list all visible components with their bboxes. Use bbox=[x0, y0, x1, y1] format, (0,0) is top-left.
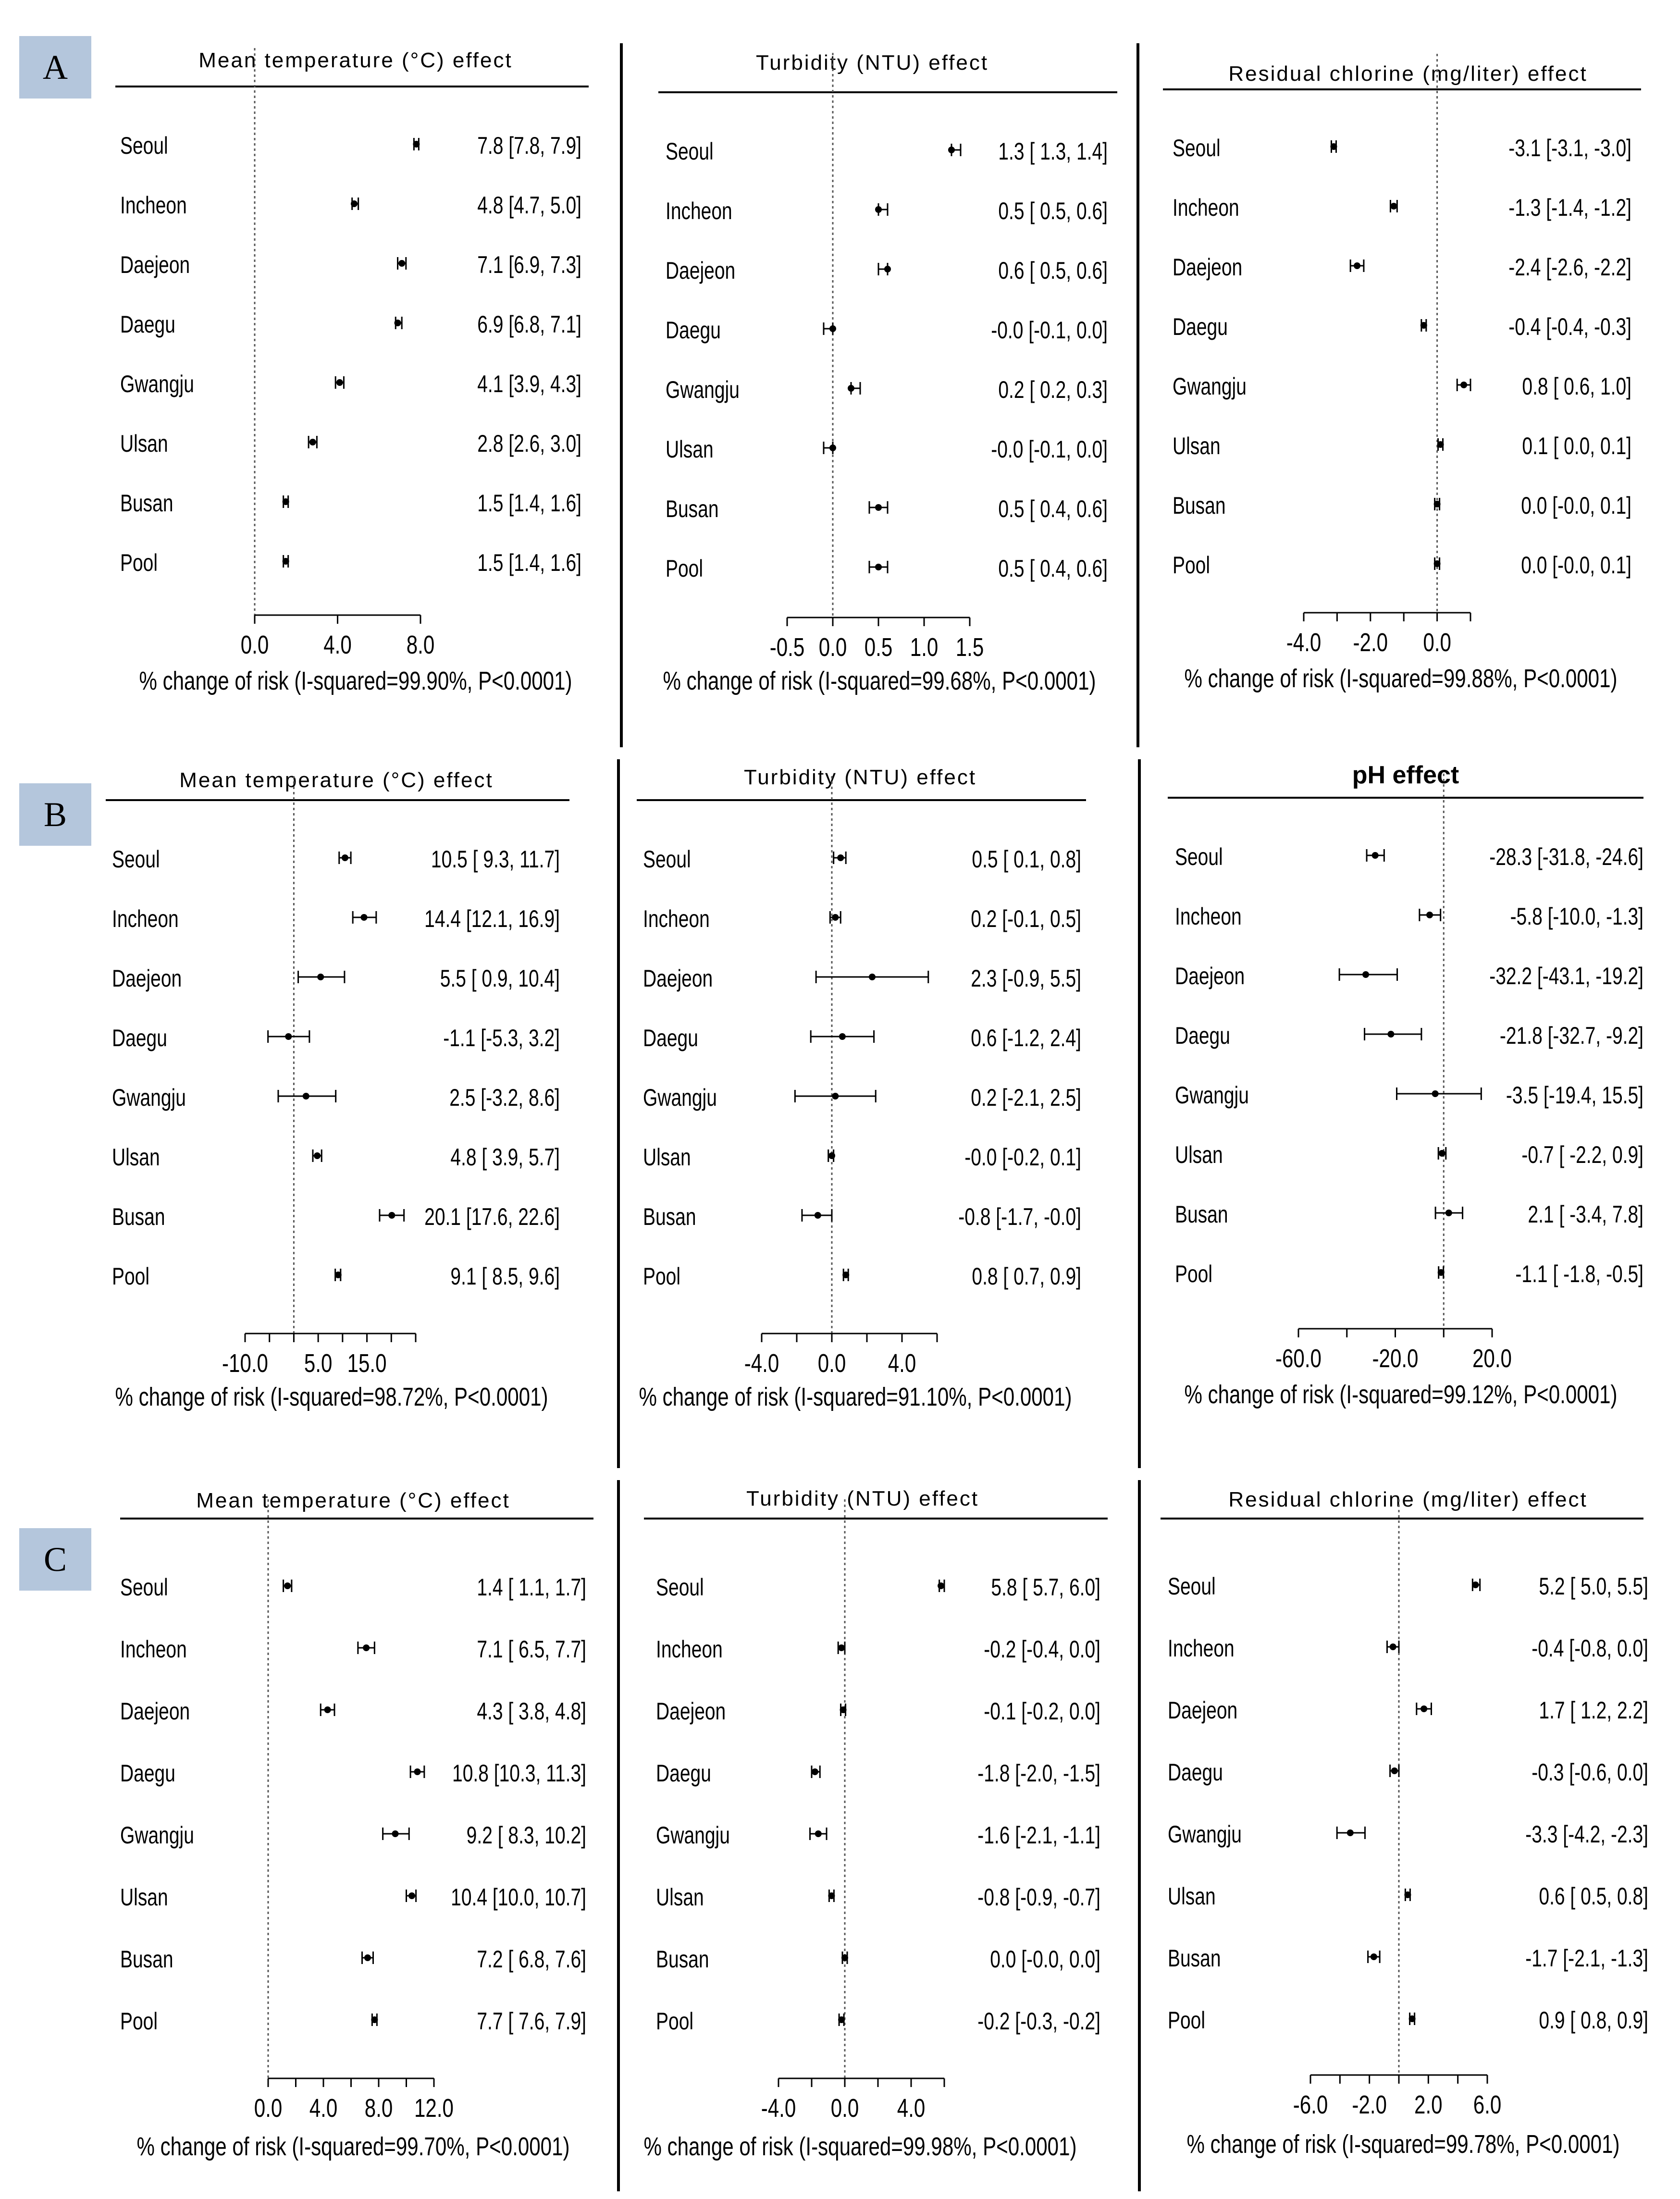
city-label: Busan bbox=[1172, 492, 1226, 519]
estimate-label: -0.0 [-0.1, 0.0] bbox=[991, 316, 1108, 344]
estimate-label: 2.8 [2.6, 3.0] bbox=[477, 430, 581, 457]
estimate-label: 0.2 [ 0.2, 0.3] bbox=[998, 376, 1108, 404]
estimate-label: 1.5 [1.4, 1.6] bbox=[477, 549, 581, 577]
city-label: Daegu bbox=[1167, 1758, 1223, 1786]
city-label: Gwangju bbox=[1174, 1081, 1249, 1109]
forest-plot-c3 bbox=[1161, 1488, 1648, 2159]
x-tick-label: -20.0 bbox=[1372, 1344, 1419, 1373]
city-label: Ulsan bbox=[120, 430, 168, 457]
estimate-label: 0.8 [ 0.6, 1.0] bbox=[1522, 372, 1631, 400]
estimate-point bbox=[283, 558, 289, 565]
city-label: Daegu bbox=[666, 316, 721, 344]
estimate-point bbox=[829, 325, 836, 332]
estimate-point bbox=[875, 504, 882, 511]
estimate-label: 0.2 [-0.1, 0.5] bbox=[971, 905, 1081, 933]
estimate-point bbox=[837, 854, 844, 861]
estimate-label: 0.0 [-0.0, 0.1] bbox=[1521, 492, 1631, 519]
estimate-label: 10.4 [10.0, 10.7] bbox=[451, 1883, 586, 1911]
x-tick-label: -4.0 bbox=[1286, 628, 1322, 657]
city-label: Ulsan bbox=[666, 435, 714, 463]
estimate-point bbox=[840, 1706, 847, 1713]
forest-plot-c1 bbox=[120, 1489, 593, 2161]
estimate-label: 10.5 [ 9.3, 11.7] bbox=[431, 845, 560, 873]
forest-plot-a3 bbox=[1163, 54, 1641, 693]
estimate-label: -0.3 [-0.6, 0.0] bbox=[1532, 1758, 1648, 1786]
city-label: Ulsan bbox=[642, 1143, 691, 1171]
city-label: Incheon bbox=[1174, 902, 1242, 930]
estimate-label: 7.7 [ 7.6, 7.9] bbox=[477, 2007, 586, 2035]
estimate-point bbox=[832, 914, 839, 921]
city-label: Ulsan bbox=[1172, 432, 1221, 460]
x-axis-label: % change of risk (I-squared=99.88%, P<0.0001) bbox=[1184, 664, 1618, 693]
city-label: Daegu bbox=[120, 1759, 175, 1787]
estimate-label: -0.4 [-0.4, -0.3] bbox=[1508, 313, 1631, 341]
row-label-c: C bbox=[19, 1528, 91, 1591]
x-axis-label: % change of risk (I-squared=99.90%, P<0.0001) bbox=[139, 667, 572, 696]
estimate-point bbox=[1387, 1031, 1394, 1038]
city-label: Daejeon bbox=[120, 1697, 190, 1725]
estimate-label: 7.8 [7.8, 7.9] bbox=[477, 132, 581, 160]
estimate-point bbox=[392, 1830, 399, 1837]
estimate-point bbox=[948, 147, 955, 153]
city-label: Seoul bbox=[120, 1573, 168, 1601]
estimate-point bbox=[1439, 1150, 1445, 1157]
city-label: Gwangju bbox=[1172, 372, 1247, 400]
city-label: Busan bbox=[1167, 1944, 1221, 1972]
estimate-label: 0.5 [ 0.5, 0.6] bbox=[998, 197, 1108, 225]
estimate-point bbox=[828, 1152, 835, 1159]
forest-plot-b1 bbox=[106, 768, 569, 1411]
estimate-point bbox=[838, 1644, 845, 1651]
estimate-label: 1.7 [ 1.2, 2.2] bbox=[1539, 1696, 1648, 1724]
estimate-label: 9.2 [ 8.3, 10.2] bbox=[466, 1821, 586, 1849]
estimate-point bbox=[869, 974, 876, 980]
estimate-point bbox=[1362, 971, 1369, 978]
city-label: Daejeon bbox=[656, 1697, 726, 1725]
x-tick-label: 4.0 bbox=[888, 1349, 916, 1378]
estimate-label: -32.2 [-43.1, -19.2] bbox=[1489, 962, 1643, 990]
city-label: Incheon bbox=[120, 191, 187, 219]
x-tick-label: -0.5 bbox=[769, 633, 805, 662]
x-tick-label: -2.0 bbox=[1352, 2090, 1387, 2120]
city-label: Ulsan bbox=[1167, 1882, 1216, 1910]
estimate-label: 1.4 [ 1.1, 1.7] bbox=[477, 1573, 586, 1601]
estimate-point bbox=[1434, 501, 1441, 507]
x-tick-label: 4.0 bbox=[309, 2094, 338, 2123]
estimate-label: 10.8 [10.3, 11.3] bbox=[452, 1759, 586, 1787]
estimate-point bbox=[1390, 1643, 1396, 1650]
city-label: Busan bbox=[1174, 1200, 1228, 1228]
estimate-label: -21.8 [-32.7, -9.2] bbox=[1499, 1022, 1643, 1050]
estimate-point bbox=[839, 1033, 846, 1040]
x-tick-label: 5.0 bbox=[304, 1349, 333, 1378]
estimate-label: 0.2 [-2.1, 2.5] bbox=[971, 1084, 1081, 1112]
chart-title: Residual chlorine (mg/liter) effect bbox=[1228, 62, 1588, 86]
forest-plot-c2 bbox=[643, 1487, 1108, 2161]
x-tick-label: 12.0 bbox=[414, 2094, 454, 2123]
city-label: Daejeon bbox=[666, 257, 736, 284]
estimate-point bbox=[360, 914, 367, 921]
city-label: Daejeon bbox=[1174, 962, 1245, 990]
estimate-label: 20.1 [17.6, 22.6] bbox=[424, 1203, 560, 1231]
city-label: Seoul bbox=[1174, 843, 1223, 871]
estimate-label: 14.4 [12.1, 16.9] bbox=[424, 905, 560, 933]
estimate-label: 1.3 [ 1.3, 1.4] bbox=[998, 137, 1108, 165]
estimate-point bbox=[1432, 1090, 1439, 1097]
estimate-point bbox=[875, 564, 882, 570]
estimate-label: -2.4 [-2.6, -2.2] bbox=[1508, 253, 1631, 281]
city-label: Busan bbox=[666, 495, 719, 523]
estimate-label: -3.5 [-19.4, 15.5] bbox=[1506, 1081, 1643, 1109]
estimate-point bbox=[1421, 1705, 1427, 1712]
estimate-point bbox=[1426, 912, 1433, 918]
estimate-point bbox=[812, 1768, 818, 1775]
city-label: Gwangju bbox=[120, 370, 194, 398]
estimate-label: 0.6 [-1.2, 2.4] bbox=[971, 1024, 1081, 1052]
estimate-label: 2.3 [-0.9, 5.5] bbox=[971, 964, 1081, 992]
city-label: Gwangju bbox=[1167, 1820, 1242, 1848]
city-label: Gwangju bbox=[112, 1084, 186, 1112]
x-tick-label: 1.0 bbox=[910, 633, 939, 662]
estimate-label: 0.9 [ 0.8, 0.9] bbox=[1539, 2006, 1648, 2034]
forest-plot-a1 bbox=[115, 48, 589, 695]
estimate-point bbox=[1404, 1891, 1411, 1898]
estimate-label: 5.5 [ 0.9, 10.4] bbox=[440, 964, 560, 992]
city-label: Pool bbox=[656, 2007, 694, 2035]
estimate-label: -1.1 [ -1.8, -0.5] bbox=[1515, 1260, 1643, 1288]
estimate-point bbox=[815, 1830, 822, 1837]
x-tick-label: 8.0 bbox=[406, 630, 435, 660]
city-label: Seoul bbox=[1167, 1572, 1216, 1600]
estimate-point bbox=[408, 1892, 415, 1899]
estimate-label: 9.1 [ 8.5, 9.6] bbox=[450, 1262, 560, 1290]
estimate-point bbox=[1372, 852, 1379, 859]
estimate-point bbox=[283, 498, 289, 505]
city-label: Ulsan bbox=[656, 1883, 704, 1911]
city-label: Ulsan bbox=[1174, 1141, 1223, 1169]
city-label: Incheon bbox=[642, 905, 710, 933]
estimate-point bbox=[1354, 262, 1360, 269]
city-label: Busan bbox=[112, 1203, 165, 1231]
forest-plot-b3 bbox=[1168, 761, 1643, 1409]
estimate-label: 2.1 [ -3.4, 7.8] bbox=[1528, 1200, 1643, 1228]
estimate-label: 0.8 [ 0.7, 0.9] bbox=[972, 1262, 1081, 1290]
x-tick-label: 0.0 bbox=[818, 633, 847, 662]
estimate-label: 4.8 [4.7, 5.0] bbox=[477, 191, 581, 219]
estimate-point bbox=[342, 854, 348, 861]
row-label-b: B bbox=[19, 783, 91, 846]
estimate-point bbox=[848, 385, 854, 392]
estimate-label: -0.0 [-0.2, 0.1] bbox=[964, 1143, 1081, 1171]
chart-title: Mean temperature (°C) effect bbox=[198, 49, 513, 72]
x-tick-label: 1.5 bbox=[955, 633, 984, 662]
city-label: Seoul bbox=[1172, 134, 1221, 162]
city-label: Seoul bbox=[112, 845, 160, 873]
x-tick-label: 2.0 bbox=[1414, 2090, 1443, 2120]
forest-plot-b2 bbox=[637, 766, 1086, 1411]
estimate-label: 5.2 [ 5.0, 5.5] bbox=[1539, 1572, 1648, 1600]
city-label: Pool bbox=[1174, 1260, 1213, 1288]
city-label: Seoul bbox=[642, 845, 691, 873]
estimate-label: -1.7 [-2.1, -1.3] bbox=[1525, 1944, 1648, 1972]
estimate-point bbox=[832, 1093, 839, 1100]
estimate-point bbox=[938, 1582, 944, 1589]
city-label: Pool bbox=[1167, 2006, 1206, 2034]
city-label: Daegu bbox=[1174, 1022, 1230, 1050]
x-tick-label: -2.0 bbox=[1353, 628, 1388, 657]
estimate-point bbox=[371, 2016, 378, 2023]
city-label: Busan bbox=[120, 489, 173, 517]
estimate-point bbox=[815, 1212, 821, 1219]
estimate-label: 7.1 [ 6.5, 7.7] bbox=[477, 1635, 586, 1663]
city-label: Pool bbox=[120, 2007, 158, 2035]
estimate-point bbox=[1409, 2015, 1416, 2022]
city-label: Daegu bbox=[1172, 313, 1228, 341]
x-tick-label: -10.0 bbox=[222, 1349, 268, 1378]
estimate-point bbox=[335, 1272, 342, 1278]
x-tick-label: -6.0 bbox=[1293, 2090, 1328, 2120]
estimate-point bbox=[1437, 441, 1444, 448]
estimate-point bbox=[1472, 1581, 1479, 1588]
estimate-label: 0.1 [ 0.0, 0.1] bbox=[1522, 432, 1631, 460]
estimate-point bbox=[395, 320, 401, 326]
estimate-point bbox=[351, 200, 358, 207]
city-label: Incheon bbox=[112, 905, 179, 933]
x-axis-label: % change of risk (I-squared=99.98%, P<0.0001) bbox=[643, 2132, 1077, 2162]
city-label: Incheon bbox=[656, 1635, 723, 1663]
city-label: Gwangju bbox=[642, 1084, 717, 1112]
city-label: Pool bbox=[120, 549, 158, 577]
estimate-label: 4.3 [ 3.8, 4.8] bbox=[477, 1697, 586, 1725]
estimate-point bbox=[1438, 1269, 1445, 1276]
city-label: Ulsan bbox=[120, 1883, 168, 1911]
estimate-point bbox=[414, 1768, 421, 1775]
x-tick-label: 6.0 bbox=[1473, 2090, 1502, 2120]
x-tick-label: 4.0 bbox=[897, 2094, 926, 2123]
city-label: Incheon bbox=[666, 197, 732, 225]
estimate-label: 0.0 [-0.0, 0.0] bbox=[990, 1945, 1100, 1973]
estimate-label: -1.3 [-1.4, -1.2] bbox=[1508, 194, 1631, 222]
estimate-label: -0.4 [-0.8, 0.0] bbox=[1532, 1634, 1648, 1662]
estimate-label: 7.2 [ 6.8, 7.6] bbox=[477, 1945, 586, 1973]
estimate-label: 0.6 [ 0.5, 0.8] bbox=[1539, 1882, 1648, 1910]
estimate-label: -0.2 [-0.3, -0.2] bbox=[977, 2007, 1100, 2035]
estimate-label: 2.5 [-3.2, 8.6] bbox=[449, 1084, 560, 1112]
city-label: Daegu bbox=[656, 1759, 711, 1787]
x-tick-label: 0.0 bbox=[830, 2094, 859, 2123]
x-tick-label: -4.0 bbox=[744, 1349, 779, 1378]
estimate-point bbox=[336, 379, 343, 386]
estimate-point bbox=[1330, 143, 1337, 150]
city-label: Pool bbox=[112, 1262, 150, 1290]
estimate-point bbox=[314, 1152, 321, 1159]
estimate-label: -3.3 [-4.2, -2.3] bbox=[1525, 1820, 1648, 1848]
estimate-point bbox=[317, 974, 324, 980]
x-tick-label: -60.0 bbox=[1275, 1344, 1322, 1373]
estimate-label: -0.7 [ -2.2, 0.9] bbox=[1521, 1141, 1643, 1169]
city-label: Busan bbox=[642, 1203, 696, 1231]
chart-title: Mean temperature (°C) effect bbox=[179, 768, 494, 792]
x-tick-label: 0.0 bbox=[817, 1349, 846, 1378]
estimate-label: -0.1 [-0.2, 0.0] bbox=[984, 1697, 1100, 1725]
estimate-label: -1.6 [-2.1, -1.1] bbox=[977, 1821, 1100, 1849]
city-label: Gwangju bbox=[666, 376, 740, 404]
estimate-point bbox=[841, 1954, 848, 1961]
chart-title: Turbidity (NTU) effect bbox=[755, 51, 989, 74]
estimate-label: 5.8 [ 5.7, 6.0] bbox=[991, 1573, 1100, 1601]
city-label: Incheon bbox=[1167, 1634, 1235, 1662]
estimate-label: -0.8 [-1.7, -0.0] bbox=[958, 1203, 1081, 1231]
estimate-point bbox=[842, 1272, 849, 1278]
chart-title: Turbidity (NTU) effect bbox=[743, 766, 977, 789]
estimate-point bbox=[829, 445, 836, 451]
x-axis-label: % change of risk (I-squared=91.10%, P<0.0001) bbox=[639, 1383, 1072, 1412]
estimate-point bbox=[1434, 560, 1441, 567]
estimate-point bbox=[285, 1033, 292, 1040]
estimate-point bbox=[884, 266, 891, 272]
chart-title: pH effect bbox=[1352, 761, 1459, 789]
estimate-label: 1.5 [1.4, 1.6] bbox=[477, 489, 581, 517]
estimate-point bbox=[324, 1706, 331, 1713]
city-label: Daejeon bbox=[112, 964, 182, 992]
chart-title: Mean temperature (°C) effect bbox=[196, 1489, 510, 1512]
city-label: Daejeon bbox=[120, 251, 190, 279]
city-label: Seoul bbox=[656, 1573, 704, 1601]
estimate-point bbox=[413, 141, 420, 148]
estimate-point bbox=[838, 2016, 845, 2023]
chart-title: Residual chlorine (mg/liter) effect bbox=[1228, 1488, 1588, 1511]
city-label: Incheon bbox=[120, 1635, 187, 1663]
estimate-point bbox=[364, 1954, 371, 1961]
x-tick-label: 0.5 bbox=[864, 633, 893, 662]
x-tick-label: 15.0 bbox=[347, 1349, 387, 1378]
city-label: Pool bbox=[666, 555, 704, 582]
city-label: Incheon bbox=[1172, 194, 1239, 222]
city-label: Daejeon bbox=[642, 964, 713, 992]
estimate-point bbox=[828, 1892, 835, 1899]
estimate-point bbox=[1421, 322, 1427, 329]
estimate-label: 0.0 [-0.0, 0.1] bbox=[1521, 551, 1631, 579]
estimate-point bbox=[1390, 203, 1397, 210]
city-label: Gwangju bbox=[120, 1821, 194, 1849]
x-tick-label: 0.0 bbox=[240, 630, 269, 660]
estimate-point bbox=[1460, 382, 1467, 388]
estimate-point bbox=[309, 439, 316, 445]
estimate-point bbox=[398, 260, 405, 267]
estimate-point bbox=[388, 1212, 395, 1219]
estimate-point bbox=[1371, 1953, 1377, 1960]
city-label: Busan bbox=[120, 1945, 173, 1973]
estimate-label: 6.9 [6.8, 7.1] bbox=[477, 310, 581, 338]
city-label: Gwangju bbox=[656, 1821, 730, 1849]
x-axis-label: % change of risk (I-squared=99.70%, P<0.0001) bbox=[136, 2132, 570, 2162]
city-label: Daejeon bbox=[1167, 1696, 1238, 1724]
x-axis-label: % change of risk (I-squared=99.68%, P<0.0001) bbox=[663, 667, 1096, 696]
estimate-point bbox=[284, 1582, 291, 1589]
city-label: Busan bbox=[656, 1945, 709, 1973]
estimate-label: -0.0 [-0.1, 0.0] bbox=[991, 435, 1108, 463]
forest-plot-a2 bbox=[658, 51, 1117, 695]
estimate-point bbox=[875, 206, 882, 213]
estimate-point bbox=[1347, 1829, 1354, 1836]
estimate-label: -0.8 [-0.9, -0.7] bbox=[977, 1883, 1100, 1911]
estimate-label: 4.1 [3.9, 4.3] bbox=[477, 370, 581, 398]
estimate-label: 4.8 [ 3.9, 5.7] bbox=[450, 1143, 560, 1171]
estimate-label: 0.5 [ 0.4, 0.6] bbox=[998, 495, 1108, 523]
city-label: Pool bbox=[642, 1262, 681, 1290]
city-label: Seoul bbox=[666, 137, 714, 165]
row-label-a: A bbox=[19, 36, 91, 99]
chart-title: Turbidity (NTU) effect bbox=[746, 1487, 979, 1510]
estimate-label: -1.1 [-5.3, 3.2] bbox=[443, 1024, 560, 1052]
city-label: Seoul bbox=[120, 132, 168, 160]
estimate-label: -5.8 [-10.0, -1.3] bbox=[1510, 902, 1643, 930]
x-tick-label: 0.0 bbox=[1423, 628, 1451, 657]
estimate-label: -28.3 [-31.8, -24.6] bbox=[1489, 843, 1643, 871]
x-tick-label: 8.0 bbox=[364, 2094, 393, 2123]
x-tick-label: 20.0 bbox=[1472, 1344, 1512, 1373]
x-axis-label: % change of risk (I-squared=99.78%, P<0.0001) bbox=[1186, 2130, 1620, 2159]
city-label: Daejeon bbox=[1172, 253, 1243, 281]
x-tick-label: -4.0 bbox=[761, 2094, 796, 2123]
estimate-point bbox=[363, 1644, 370, 1651]
estimate-point bbox=[303, 1093, 309, 1100]
city-label: Daegu bbox=[120, 310, 175, 338]
estimate-label: -0.2 [-0.4, 0.0] bbox=[984, 1635, 1100, 1663]
estimate-label: 0.6 [ 0.5, 0.6] bbox=[998, 257, 1108, 284]
estimate-label: -1.8 [-2.0, -1.5] bbox=[977, 1759, 1100, 1787]
x-tick-label: 0.0 bbox=[254, 2094, 283, 2123]
estimate-label: -3.1 [-3.1, -3.0] bbox=[1508, 134, 1631, 162]
city-label: Daegu bbox=[112, 1024, 167, 1052]
city-label: Ulsan bbox=[112, 1143, 160, 1171]
x-axis-label: % change of risk (I-squared=99.12%, P<0.0001) bbox=[1184, 1380, 1618, 1409]
estimate-label: 0.5 [ 0.4, 0.6] bbox=[998, 555, 1108, 582]
city-label: Pool bbox=[1172, 551, 1211, 579]
estimate-label: 7.1 [6.9, 7.3] bbox=[477, 251, 581, 279]
city-label: Daegu bbox=[642, 1024, 698, 1052]
estimate-label: 0.5 [ 0.1, 0.8] bbox=[972, 845, 1081, 873]
x-tick-label: 4.0 bbox=[323, 630, 352, 660]
x-axis-label: % change of risk (I-squared=98.72%, P<0.0001) bbox=[115, 1383, 548, 1412]
estimate-point bbox=[1445, 1210, 1452, 1216]
estimate-point bbox=[1391, 1767, 1398, 1774]
